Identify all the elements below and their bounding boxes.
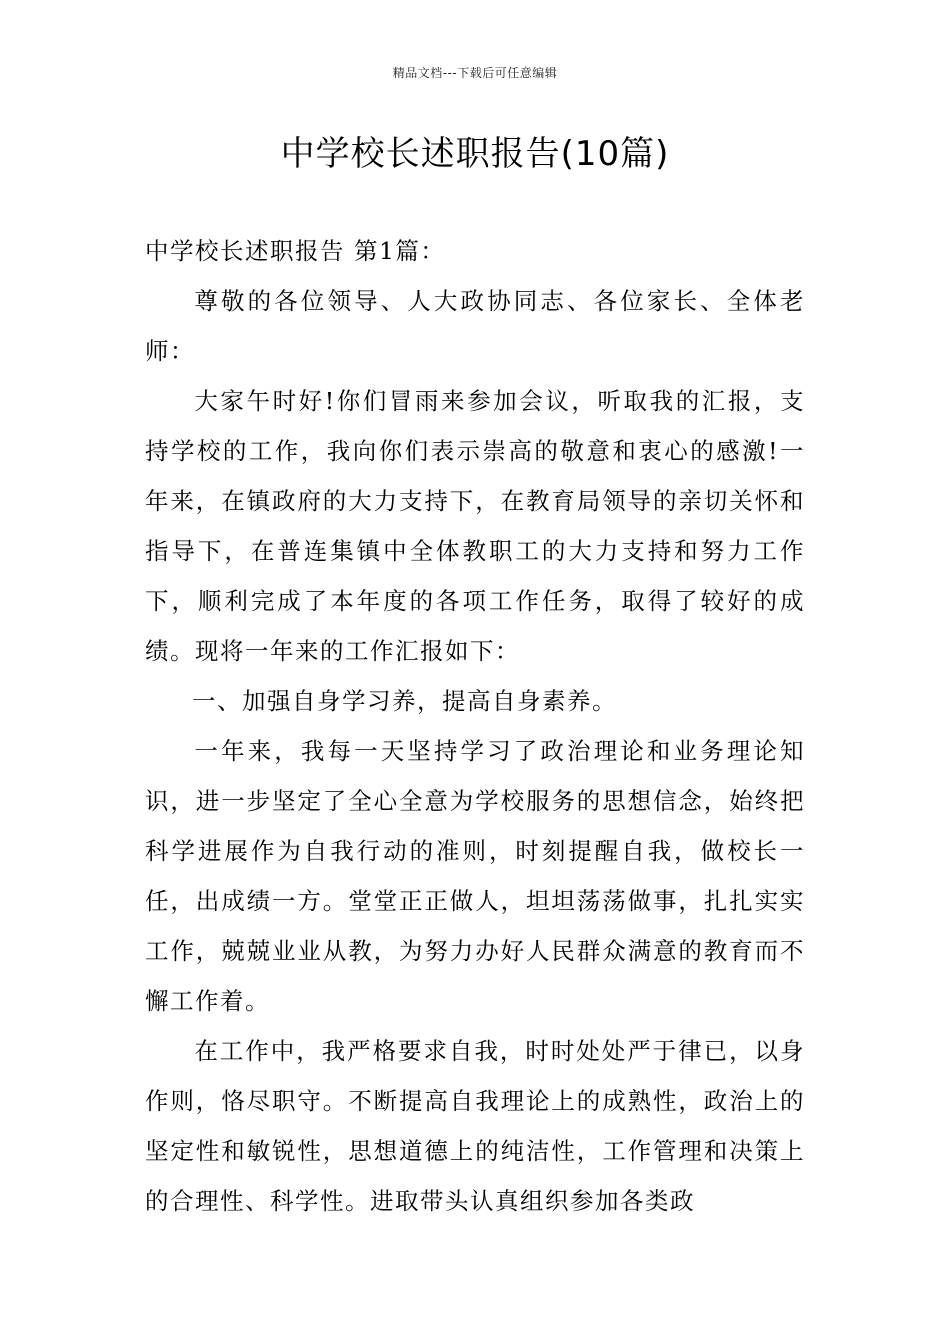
section-heading: 中学校长述职报告 第1篇： — [145, 237, 446, 265]
greeting-paragraph: 尊敬的各位领导、人大政协同志、各位家长、全体老师： — [145, 287, 805, 365]
header-note: 精品文档---下载后可任意编辑 — [392, 66, 558, 80]
body-paragraph-2: 一年来，我每一天坚持学习了政治理论和业务理论知识，进一步坚定了全心全意为学校服务的思想信念，始终把科学进展作为自我行动的准则，时刻提醒自我，做校长一任，出成绩一方。堂堂正正做人，坦坦荡荡做事，扎扎实实工作，兢兢业业从教，为努力办好人民群众满意的教育而不懈工作着。 — [145, 737, 805, 1015]
body-paragraph-1: 大家午时好!你们冒雨来参加会议，听取我的汇报，支持学校的工作，我向你们表示崇高的敬意和衷心的感激!一年来，在镇政府的大力支持下，在教育局领导的亲切关怀和指导下，在普连集镇中全体教职工的大力支持和努力工作下，顺利完成了本年度的各项工作任务，取得了较好的成绩。现将一年来的工作汇报如下： — [145, 387, 805, 665]
body-paragraph-3: 在工作中，我严格要求自我，时时处处严于律已，以身作则，恪尽职守。不断提高自我理论上的成熟性，政治上的坚定性和敏锐性，思想道德上的纯洁性，工作管理和决策上的合理性、科学性。进取带头认真组织参加各类政 — [145, 1037, 805, 1215]
document-title: 中学校长述职报告(10篇) — [280, 134, 670, 174]
subheading-1: 一、加强自身学习养，提高自身素养。 — [192, 687, 617, 715]
document-body — [145, 226, 805, 1226]
